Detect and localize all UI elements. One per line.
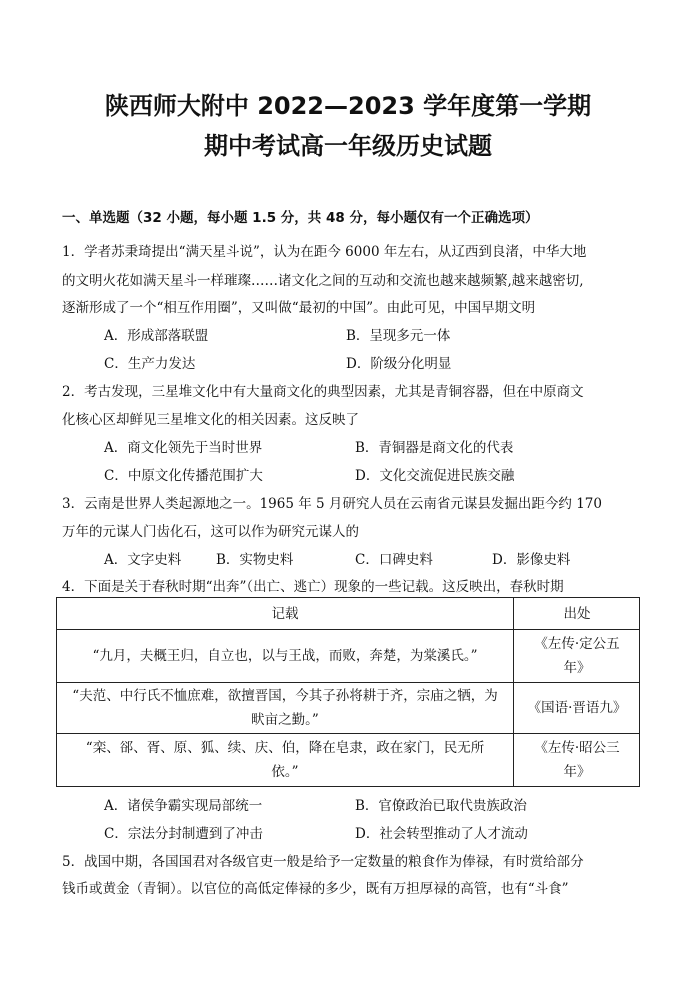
table-cell-record bbox=[57, 734, 513, 786]
question-4-option-d: D．社会转型推动了人才流动 bbox=[355, 826, 528, 842]
question-1-option-a: A．形成部落联盟 bbox=[104, 328, 209, 344]
question-2-option-d: D．文化交流促进民族交融 bbox=[355, 468, 515, 484]
question-1-option-d: D．阶级分化明显 bbox=[346, 356, 452, 372]
table-header-source: 出处 bbox=[563, 605, 591, 622]
table-cell-source bbox=[514, 630, 640, 682]
question-5-line-1: 5．战国中期，各国国君对各级官吏一般是给予一定数量的粮食作为俸禄，有时赏给部分 bbox=[62, 854, 584, 870]
source-text: 《左传·定公五 bbox=[534, 636, 620, 652]
question-1-line-1: 1．学者苏秉琦提出“满天星斗说”，认为在距今 6000 年左右，从辽西到良渚，中华大地 bbox=[62, 244, 587, 260]
record-text: 依。” bbox=[271, 764, 299, 780]
source-text: 年》 bbox=[563, 660, 591, 676]
table-cell-source bbox=[514, 734, 640, 786]
table-cell-record bbox=[57, 683, 513, 733]
records-table bbox=[56, 597, 640, 787]
question-4-line-1: 4．下面是关于春秋时期“出奔”（出亡、逃亡）现象的一些记载。这反映出，春秋时期 bbox=[62, 579, 564, 595]
question-4-option-b: B．官僚政治已取代贵族政治 bbox=[355, 798, 527, 814]
record-text: “夫范、中行氏不恤庶难，欲擅晋国，今其子孙将耕于齐，宗庙之牺，为 bbox=[72, 688, 498, 704]
record-text: “九月，夫概王归，自立也，以与王战，而败，奔楚，为棠溪氏。” bbox=[92, 648, 478, 664]
question-3-option-a: A．文字史料 bbox=[104, 552, 182, 568]
question-4-option-a: A．诸侯争霸实现局部统一 bbox=[104, 798, 263, 814]
question-3-line-1: 3．云南是世界人类起源地之一。1965 年 5 月研究人员在云南省元谋县发掘出距今约 170 bbox=[62, 496, 602, 512]
question-2-option-b: B．青铜器是商文化的代表 bbox=[355, 440, 514, 456]
source-text: 《国语·晋语九》 bbox=[527, 700, 627, 716]
source-text: 年》 bbox=[563, 764, 591, 780]
exam-subtitle: 期中考试高一年级历史试题 bbox=[204, 132, 492, 160]
exam-title: 陕西师大附中 2022—2023 学年度第一学期 bbox=[104, 92, 592, 120]
question-1-option-c: C．生产力发达 bbox=[104, 356, 196, 372]
question-3-line-2: 万年的元谋人门齿化石，这可以作为研究元谋人的 bbox=[62, 524, 359, 540]
record-text: “栾、郤、胥、原、狐、续、庆、伯，降在皂隶，政在家门，民无所 bbox=[85, 740, 485, 756]
question-1-line-2: 的文明火花如满天星斗一样璀璨……诸文化之间的互动和交流也越来越频繁,越来越密切, bbox=[62, 273, 584, 289]
section-heading: 一、单选题（32 小题，每小题 1.5 分，共 48 分，每小题仅有一个正确选项） bbox=[62, 210, 539, 226]
question-1-line-3: 逐渐形成了一个“相互作用圈”，又叫做“最初的中国”。由此可见，中国早期文明 bbox=[62, 300, 536, 316]
question-5-line-2: 钱币或黄金（青铜）。以官位的高低定俸禄的多少，既有万担厚禄的高管，也有“斗食” bbox=[62, 881, 569, 897]
question-3-option-c: C．口碑史料 bbox=[355, 552, 433, 568]
question-2-line-2: 化核心区却鲜见三星堆文化的相关因素。这反映了 bbox=[62, 412, 359, 428]
record-text: 畎亩之勤。” bbox=[251, 712, 319, 728]
question-3-option-b: B．实物史料 bbox=[216, 552, 294, 568]
question-3-option-d: D．影像史料 bbox=[492, 552, 571, 568]
table-header-record: 记载 bbox=[271, 605, 299, 622]
table-cell-source bbox=[514, 683, 640, 733]
table-cell-record bbox=[57, 630, 513, 682]
question-4-option-c: C．宗法分封制遭到了冲击 bbox=[104, 826, 263, 842]
question-2-option-a: A．商文化领先于当时世界 bbox=[104, 440, 263, 456]
question-2-line-1: 2．考古发现，三星堆文化中有大量商文化的典型因素，尤其是青铜容器，但在中原商文 bbox=[62, 384, 584, 400]
question-2-option-c: C．中原文化传播范围扩大 bbox=[104, 468, 263, 484]
source-text: 《左传·昭公三 bbox=[534, 740, 620, 756]
question-1-option-b: B．呈现多元一体 bbox=[346, 328, 451, 344]
